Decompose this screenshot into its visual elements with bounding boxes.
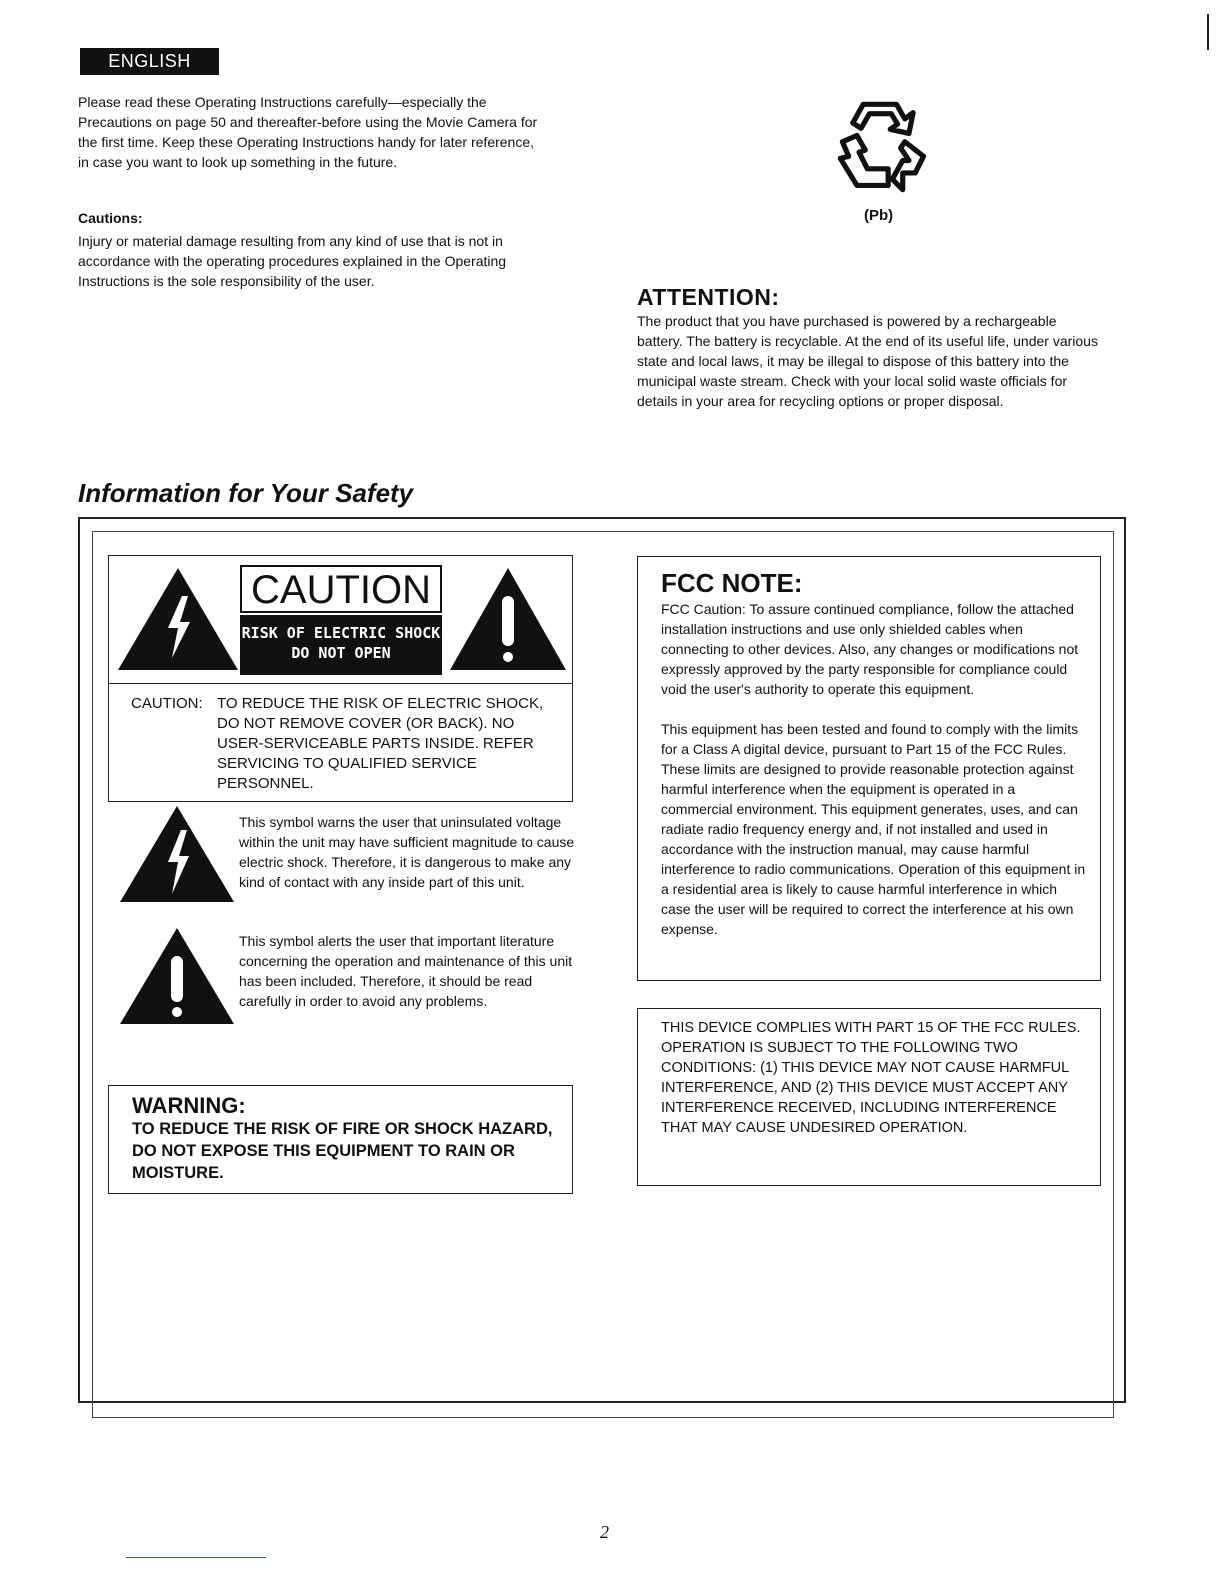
margin-mark <box>1207 14 1209 50</box>
warning-text: TO REDUCE THE RISK OF FIRE OR SHOCK HAZARD, DO NOT EXPOSE THIS EQUIPMENT TO RAIN OR MOISTURE. <box>132 1120 553 1182</box>
lightning-symbol-icon <box>118 804 236 904</box>
language-tab: ENGLISH <box>80 48 219 75</box>
caution-line-2: DO NOT OPEN <box>291 644 391 662</box>
pb-label: (Pb) <box>864 207 894 224</box>
intro-paragraph: Please read these Operating Instructions carefully—especially the Precautions on page 50 and thereafter-before using the Movie Camera for the first time. Keep these Operating Instructions handy for later reference, in case you want to look up something in the future. <box>78 94 538 170</box>
caution-label: CAUTION: <box>131 695 203 712</box>
caution-divider <box>108 683 573 684</box>
footnote-rule <box>126 1557 266 1558</box>
cautions-text: Injury or material damage resulting from any kind of use that is not in accordance with the operating procedures explained in the Operating Instructions is the sole responsibility of the user. <box>78 233 507 289</box>
recycle-icon <box>832 96 936 200</box>
lightning-warning-icon <box>116 566 240 672</box>
page-number: 2 <box>600 1522 609 1542</box>
caution-banner <box>240 565 442 675</box>
fcc-compliance-text: THIS DEVICE COMPLIES WITH PART 15 OF THE FCC RULES. OPERATION IS SUBJECT TO THE FOLLOWING TWO CONDITIONS: (1) THIS DEVICE MAY NOT CAUSE HARMFUL INTERFERENCE, AND (2) THIS DEVICE MUST ACCEPT ANY INTERFERENCE RECEIVED, INCLUDING INTERFERENCE THAT MAY CAUSE UNDESIRED OPERATION. <box>661 1020 1081 1136</box>
exclamation-symbol-icon <box>118 926 236 1026</box>
caution-subtext <box>240 615 442 675</box>
caution-word: CAUTION <box>240 565 442 613</box>
lightning-symbol-text: This symbol warns the user that uninsulated voltage within the unit may have sufficient magnitude to cause electric shock. Therefore, it is dangerous to make any kind of contact with any inside part of this unit. <box>239 814 575 890</box>
caution-text: TO REDUCE THE RISK OF ELECTRIC SHOCK, DO NOT REMOVE COVER (OR BACK). NO USER-SERVICEABLE PARTS INSIDE. REFER SERVICING TO QUALIFIED SERVICE PERSONNEL. <box>217 695 544 792</box>
exclamation-symbol-text: This symbol alerts the user that important literature concerning the operation and maintenance of this unit has been included. Therefore, it should be read carefully in order to avoid any problems. <box>239 933 573 1009</box>
exclamation-warning-icon <box>448 566 568 672</box>
fcc-heading: FCC NOTE: <box>661 568 803 598</box>
safety-title: Information for Your Safety <box>78 478 414 508</box>
cautions-heading: Cautions: <box>78 210 143 226</box>
warning-heading: WARNING: <box>132 1093 246 1118</box>
fcc-paragraph-2: This equipment has been tested and found to comply with the limits for a Class A digital device, pursuant to Part 15 of the FCC Rules. These limits are designed to provide reasonable protection against harmful interference when the equipment is operated in a commercial environment. This equipment generates, uses, and can radiate radio frequency energy and, if not installed and used in accordance with the instruction manual, may cause harmful interference to radio communications. Operation of this equipment in a residential area is likely to cause harmful interference in which case the user will be required to correct the interference at his own expense. <box>661 721 1086 937</box>
caution-line-1: RISK OF ELECTRIC SHOCK <box>241 624 441 642</box>
fcc-text <box>661 599 1086 959</box>
attention-heading: ATTENTION: <box>637 284 780 310</box>
attention-text: The product that you have purchased is powered by a rechargeable battery. The battery is recyclable. At the end of its useful life, under various state and local laws, it may be illegal to dispose of this battery into the municipal waste stream. Check with your local solid waste officials for details in your area for recycling options or proper disposal. <box>637 313 1098 409</box>
fcc-paragraph-1: FCC Caution: To assure continued compliance, follow the attached installation instructions and use only shielded cables when connecting to other devices. Also, any changes or modifications not expressly approved by the party responsible for compliance could void the user's authority to operate this equipment. <box>661 601 1079 697</box>
